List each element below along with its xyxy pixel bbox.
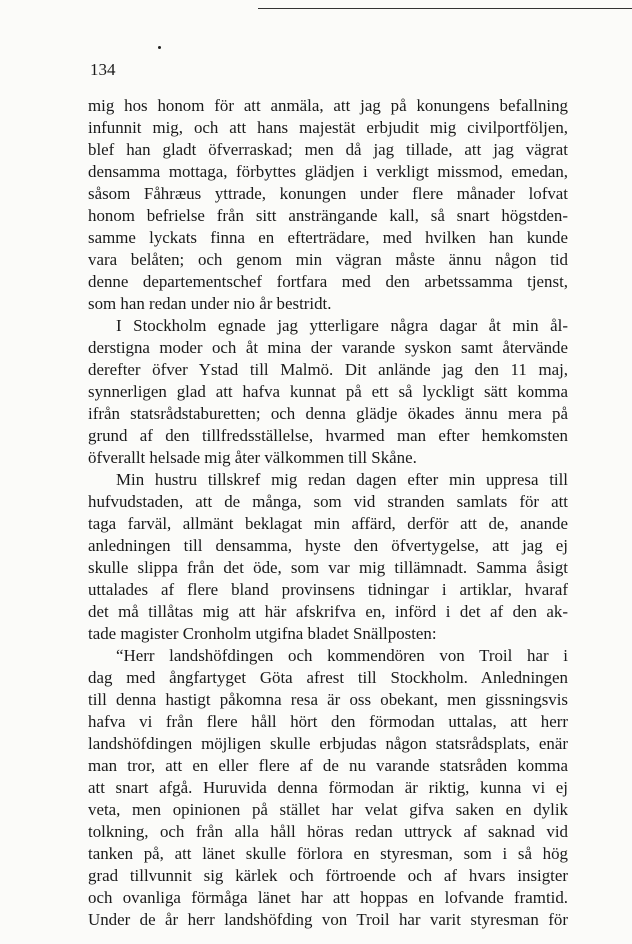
text-line: denne departementschef fortfara med den arbetssamma tjenst, bbox=[88, 272, 568, 291]
text-line: synnerligen glad att hafva kunnat på ett så lyckligt sätt komma bbox=[88, 382, 568, 401]
text-line: grad tillvunnit sig kärlek och förtroende och af hvars insigter bbox=[88, 866, 568, 885]
text-line: derstigna moder och åt mina der varande syskon samt återvände bbox=[88, 338, 568, 357]
text-line: det må tillåtas mig att här afskrifva en, införd i det af den ak- bbox=[88, 602, 568, 621]
text-line: grund af den tillfredsställelse, hvarmed man efter hemkomsten bbox=[88, 426, 568, 445]
text-line: Min hustru tillskref mig redan dagen efter min uppresa till bbox=[116, 470, 568, 489]
text-line: I Stockholm egnade jag ytterligare några dagar åt min ål- bbox=[116, 316, 568, 335]
body-text bbox=[88, 95, 568, 931]
text-line: öfverallt helsade mig åter välkommen till Skåne. bbox=[88, 448, 417, 467]
text-line: hafva vi från flere håll hört den förmodan uttalas, att herr bbox=[88, 712, 568, 731]
text-line: skulle slippa från det öde, som var mig tillämnadt. Samma åsigt bbox=[88, 558, 568, 577]
top-rule bbox=[258, 8, 632, 9]
text-line: hufvudstaden, att de många, som vid stranden samlats för att bbox=[88, 492, 568, 511]
text-line: “Herr landshöfdingen och kommendören von Troil har i bbox=[116, 646, 568, 665]
text-line: tade magister Cronholm utgifna bladet Snällposten: bbox=[88, 624, 437, 643]
text-line: taga farväl, allmänt beklagat min affärd, derför att de, anande bbox=[88, 514, 568, 533]
text-line: som han redan under nio år bestridt. bbox=[88, 294, 332, 313]
text-line: mig hos honom för att anmäla, att jag på konungens befallning bbox=[88, 96, 568, 115]
page-number: 134 bbox=[90, 60, 116, 79]
text-line: dag med ångfartyget Göta afrest till Stockholm. Anledningen bbox=[88, 668, 568, 687]
text-line: infunnit mig, och att hans majestät erbjudit mig civilportföljen, bbox=[88, 118, 568, 137]
text-line: honom befrielse från sitt ansträngande kall, så snart högstden- bbox=[88, 206, 568, 225]
text-line: tolkning, och från alla håll höras redan uttryck af saknad vid bbox=[88, 822, 568, 841]
text-line: landshöfdingen möjligen skulle erbjudas någon statsrådsplats, enär bbox=[88, 734, 568, 753]
text-line: veta, men opinionen på stället har velat gifva saken en dylik bbox=[88, 800, 568, 819]
ink-speck bbox=[158, 46, 161, 49]
text-line: samme lyckats finna en efterträdare, med hvilken han kunde bbox=[88, 228, 568, 247]
text-line: densamma mottaga, förbyttes glädjen i verkligt missmod, emedan, bbox=[88, 162, 568, 181]
text-line: tanken på, att länet skulle förlora en styresman, som i så hög bbox=[88, 844, 568, 863]
text-line: derefter öfver Ystad till Malmö. Dit anlände jag den 11 maj, bbox=[88, 360, 568, 379]
text-line: Under de år herr landshöfding von Troil har varit styresman för bbox=[88, 910, 568, 929]
text-line: man tror, att en eller flere af de nu varande statsråden komma bbox=[88, 756, 568, 775]
text-line: ifrån statsrådstaburetten; och denna glädje ökades ännu mera på bbox=[88, 404, 568, 423]
text-line: vara belåten; och genom min vägran måste ännu någon tid bbox=[88, 250, 568, 269]
text-line: till denna hastigt påkomna resa är oss obekant, men gissningsvis bbox=[88, 690, 568, 709]
text-line: och ovanliga förmåga länet har att hoppas en lofvande framtid. bbox=[88, 888, 568, 907]
text-line: att snart afgå. Huruvida denna förmodan är riktig, kunna vi ej bbox=[88, 778, 568, 797]
text-line: såsom Fåhræus yttrade, konungen under flere månader lofvat bbox=[88, 184, 568, 203]
text-line: blef han gladt öfverraskad; men då jag tillade, att jag vägrat bbox=[88, 140, 568, 159]
text-line: anledningen till densamma, hyste den öfvertygelse, att jag ej bbox=[88, 536, 568, 555]
text-line: uttalades af flere bland provinsens tidningar i artiklar, hvaraf bbox=[88, 580, 568, 599]
